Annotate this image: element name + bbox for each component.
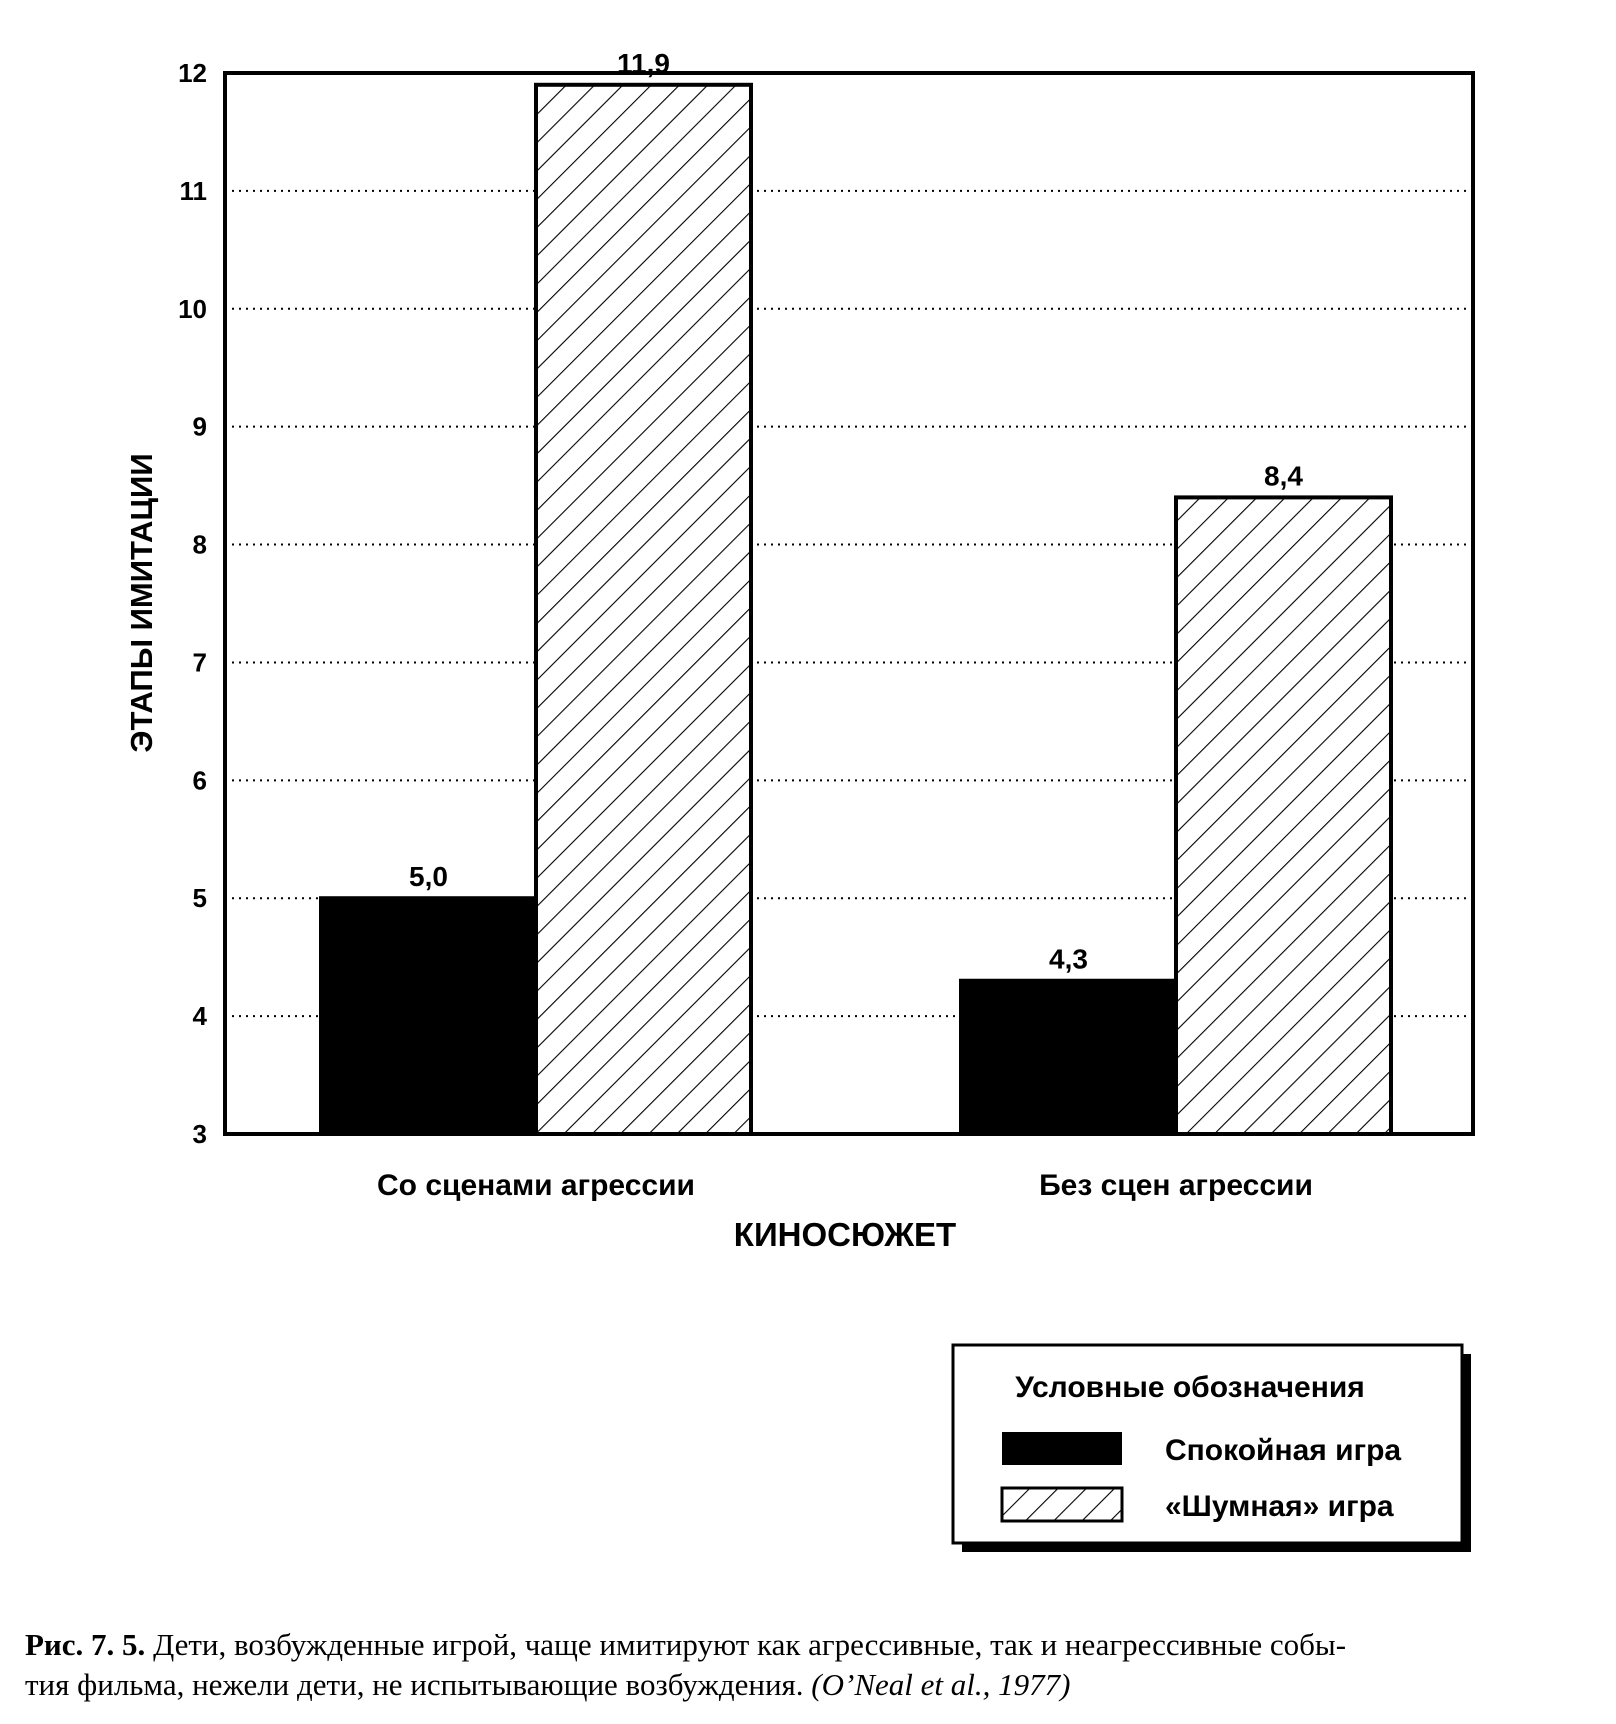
- category-label: Со сценами агрессии: [377, 1169, 695, 1202]
- y-tick-label: 12: [178, 58, 207, 88]
- caption-line-2: тия фильма, нежели дети, не испытывающие возбуждения.: [25, 1667, 804, 1702]
- y-tick-label: 8: [192, 529, 207, 560]
- bar-calm-1: [321, 898, 536, 1134]
- value-label: 5,0: [409, 861, 448, 893]
- category-label: Без сцен агрессии: [1039, 1169, 1313, 1202]
- bars: [321, 85, 1391, 1134]
- bar-noisy-2: [1176, 497, 1391, 1134]
- y-tick-label: 9: [192, 411, 207, 442]
- caption-line-1: Дети, возбужденные игрой, чаще имитируют как агрессивные, так и неагрессивные собы-: [153, 1627, 1347, 1662]
- legend-swatch-calm: [1002, 1432, 1122, 1465]
- value-label: 8,4: [1264, 460, 1303, 492]
- y-tick-label: 4: [192, 1001, 207, 1032]
- x-axis-label: КИНОСЮЖЕТ: [733, 1216, 957, 1253]
- value-label: 4,3: [1049, 943, 1088, 975]
- legend-label-calm: Спокойная игра: [1165, 1434, 1402, 1467]
- legend-title: Условные обозначения: [1015, 1371, 1365, 1404]
- y-tick-label: 7: [192, 647, 207, 678]
- y-tick-labels: [178, 58, 207, 1149]
- y-tick-label: 5: [192, 883, 207, 914]
- caption-figure-number: Рис. 7. 5.: [25, 1627, 146, 1662]
- value-label: 11,9: [617, 47, 670, 79]
- category-labels: [377, 1169, 1313, 1202]
- legend: [953, 1345, 1471, 1552]
- y-tick-label: 11: [179, 175, 207, 206]
- bar-calm-2: [961, 981, 1176, 1134]
- figure-caption: [25, 1625, 1595, 1705]
- legend-label-noisy: «Шумная» игра: [1165, 1490, 1394, 1523]
- y-tick-label: 3: [192, 1119, 207, 1149]
- y-tick-label: 6: [192, 765, 207, 796]
- y-tick-label: 10: [178, 293, 207, 324]
- bar-noisy-1: [536, 85, 751, 1134]
- legend-swatch-noisy: [1002, 1488, 1122, 1521]
- caption-citation: (O’Neal et al., 1977): [811, 1667, 1071, 1702]
- y-axis-label: ЭТАПЫ ИМИТАЦИИ: [124, 453, 159, 753]
